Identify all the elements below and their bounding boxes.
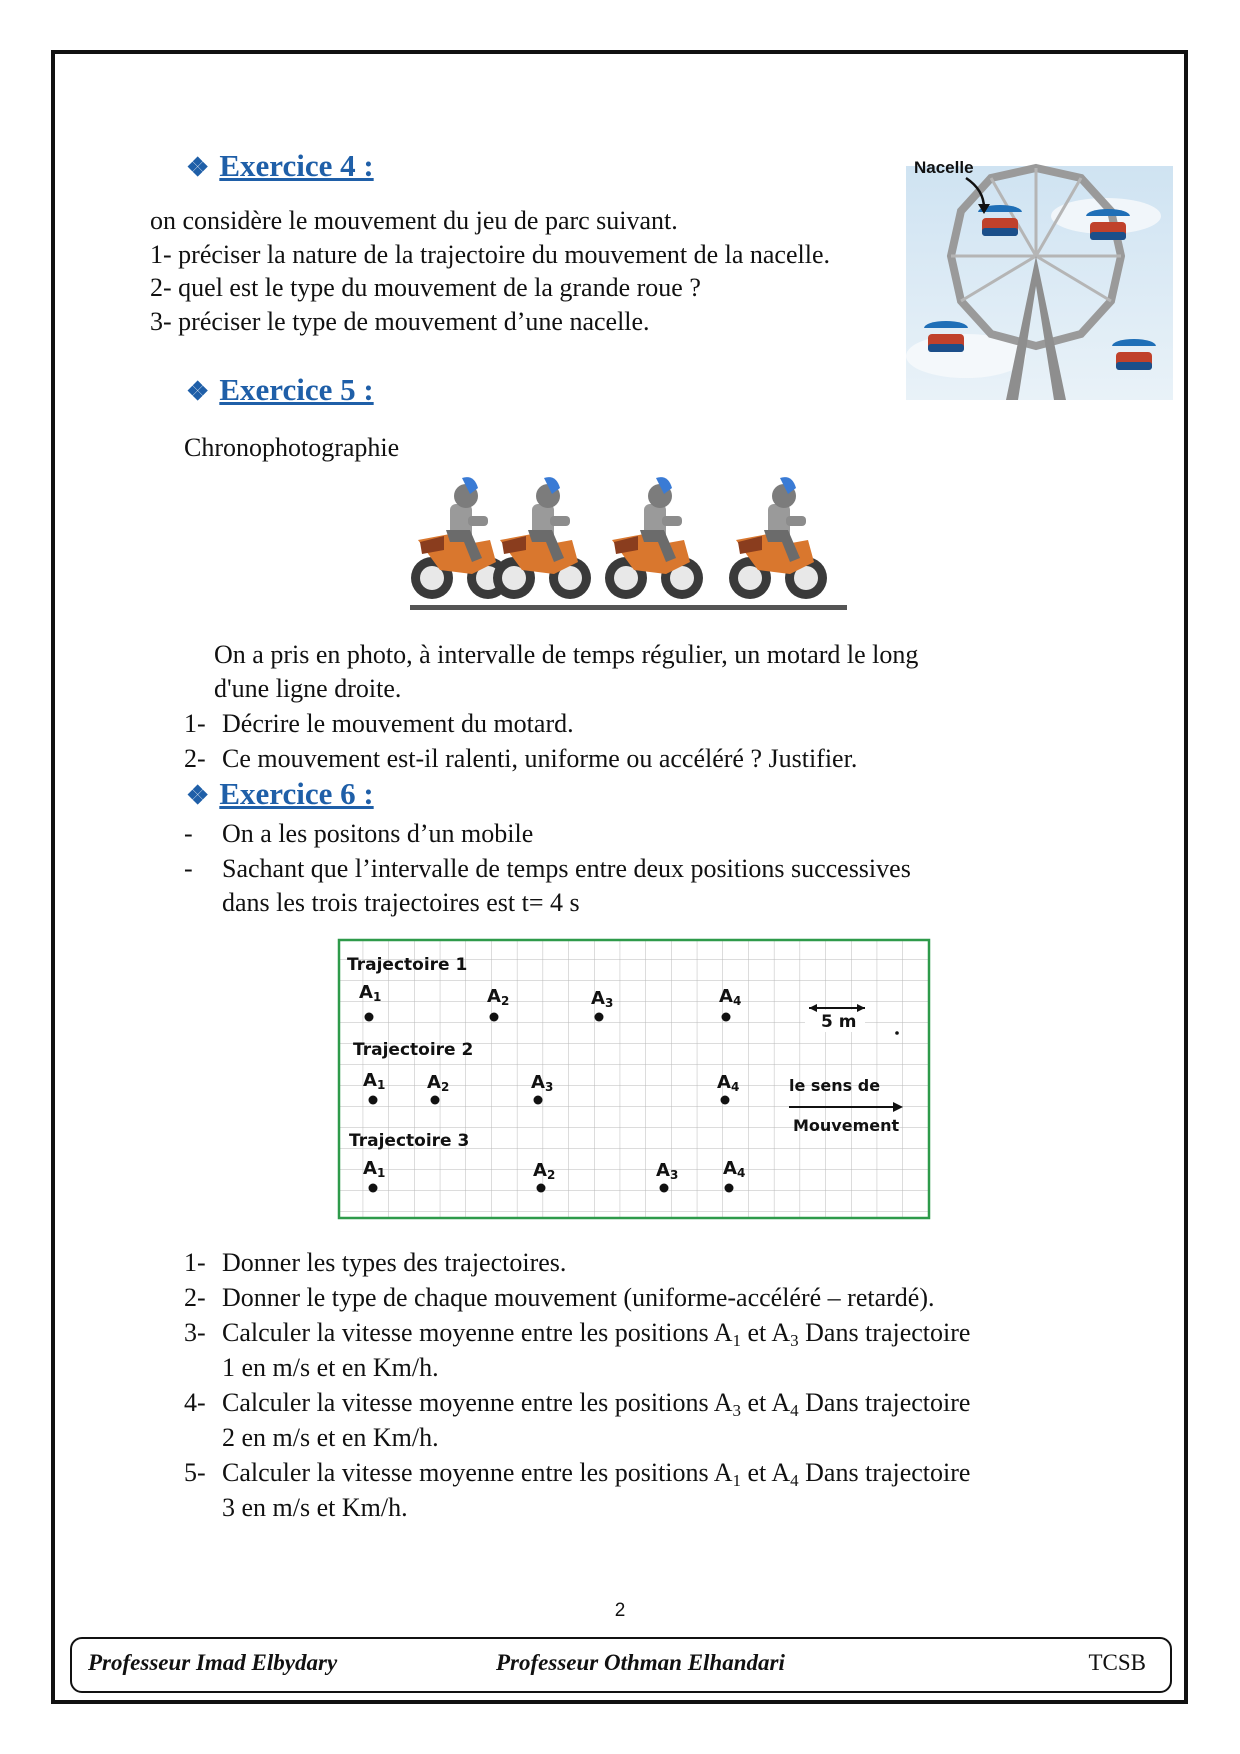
direction-label-line-1: le sens de [789, 1076, 881, 1095]
nacelle-label: Nacelle [914, 158, 974, 177]
traj1-point-a3 [595, 1013, 604, 1022]
exercise-6-question-4-cont: 2 en m/s et en Km/h. [222, 1423, 439, 1452]
exercise-4-question-2: 2- quel est le type du mouvement de la grande roue ? [150, 273, 701, 302]
traj1-point-a4 [722, 1013, 731, 1022]
traj2-point-a3 [534, 1096, 543, 1105]
traj2-point-a2 [431, 1096, 440, 1105]
traj1-label-a4: $A_4$ [719, 986, 742, 1008]
exercise-6-bullet-2: - Sachant que l’intervalle de temps entre deux positions successives [184, 854, 911, 883]
exercise-5-paragraph-line-2: d'une ligne droite. [214, 674, 402, 703]
traj2-point-a1 [369, 1096, 378, 1105]
direction-label-line-2: Mouvement [793, 1116, 900, 1135]
exercise-5-subtitle: Chronophotographie [184, 433, 400, 462]
traj3-point-a1 [369, 1184, 378, 1193]
traj3-label-a2: $A_2$ [533, 1160, 556, 1182]
traj2-point-a4 [721, 1096, 730, 1105]
exercise-6-heading: ❖ Exercice 6 : [186, 776, 374, 811]
exercise-6-question-5: 5- Calculer la vitesse moyenne entre les positions $A_1$ et $A_4$ Dans trajectoire [184, 1458, 971, 1490]
diamond-bullet-icon: ❖ [186, 781, 210, 810]
diamond-bullet-icon: ❖ [186, 153, 210, 182]
exercise-6-question-3: 3- Calculer la vitesse moyenne entre les positions $A_1$ et $A_3$ Dans trajectoire [184, 1318, 971, 1350]
footer-class-label: TCSB [1088, 1650, 1146, 1675]
trajectory-3-label: Trajectoire 3 [349, 1131, 470, 1151]
footer-author-left: Professeur Imad Elbydary [88, 1650, 338, 1675]
page-number: 2 [614, 1600, 626, 1621]
exercise-4-heading: ❖ Exercice 4 : [186, 148, 374, 183]
traj1-label-a1: $A_1$ [359, 982, 382, 1004]
exercise-6-bullet-2-cont: dans les trois trajectoires est t= 4 s [222, 888, 580, 917]
traj3-label-a3: $A_3$ [656, 1160, 679, 1182]
trajectory-2-label: Trajectoire 2 [353, 1040, 474, 1060]
exercise-4-intro: on considère le mouvement du jeu de parc suivant. [150, 206, 678, 235]
traj3-point-a2 [537, 1184, 546, 1193]
ferris-wheel-icon [906, 156, 1173, 400]
traj3-label-a4: $A_4$ [723, 1158, 746, 1180]
traj1-point-a1 [365, 1013, 374, 1022]
traj3-point-a3 [660, 1184, 669, 1193]
traj2-label-a1: $A_1$ [363, 1070, 386, 1092]
traj2-label-a3: $A_3$ [531, 1072, 554, 1094]
exercise-5-paragraph-line-1: On a pris en photo, à intervalle de temps régulier, un motard le long [214, 640, 919, 669]
ferris-wheel-figure [906, 156, 1173, 400]
traj1-point-a2 [490, 1013, 499, 1022]
exercise-6-bullet-1: - On a les positons d’un mobile [184, 819, 534, 848]
scale-label: 5 m [821, 1012, 857, 1032]
traj1-label-a3: $A_3$ [591, 988, 614, 1010]
exercise-6-question-5-cont: 3 en m/s et Km/h. [222, 1493, 408, 1522]
motorcyclist-chronophotography [410, 470, 847, 618]
exercise-5-question-1: 1- Décrire le mouvement du motard. [184, 709, 574, 738]
traj3-label-a1: $A_1$ [363, 1158, 386, 1180]
exercise-5-heading: ❖ Exercice 5 : [186, 372, 374, 407]
traj3-point-a4 [725, 1184, 734, 1193]
diamond-bullet-icon: ❖ [186, 377, 210, 406]
exercise-6-question-1: 1- Donner les types des trajectoires. [184, 1248, 567, 1277]
footer-author-center: Professeur Othman Elhandari [496, 1650, 785, 1675]
exercise-5-question-2: 2- Ce mouvement est-il ralenti, uniforme ou accéléré ? Justifier. [184, 744, 858, 773]
exercise-4-question-1: 1- préciser la nature de la trajectoire du mouvement de la nacelle. [150, 240, 830, 269]
exercise-4-question-3: 3- préciser le type de mouvement d’une nacelle. [150, 307, 650, 336]
traj1-label-a2: $A_2$ [487, 986, 510, 1008]
footer-bar [70, 1637, 1172, 1693]
exercise-6-question-2: 2- Donner le type de chaque mouvement (uniforme-accéléré – retardé). [184, 1283, 935, 1312]
exercise-6-question-4: 4- Calculer la vitesse moyenne entre les positions $A_3$ et $A_4$ Dans trajectoire [184, 1388, 971, 1420]
exercise-6-question-3-cont: 1 en m/s et en Km/h. [222, 1353, 439, 1382]
traj2-label-a2: $A_2$ [427, 1072, 450, 1094]
trajectories-figure [337, 938, 931, 1220]
traj2-label-a4: $A_4$ [717, 1072, 740, 1094]
trajectory-1-label: Trajectoire 1 [347, 955, 468, 975]
